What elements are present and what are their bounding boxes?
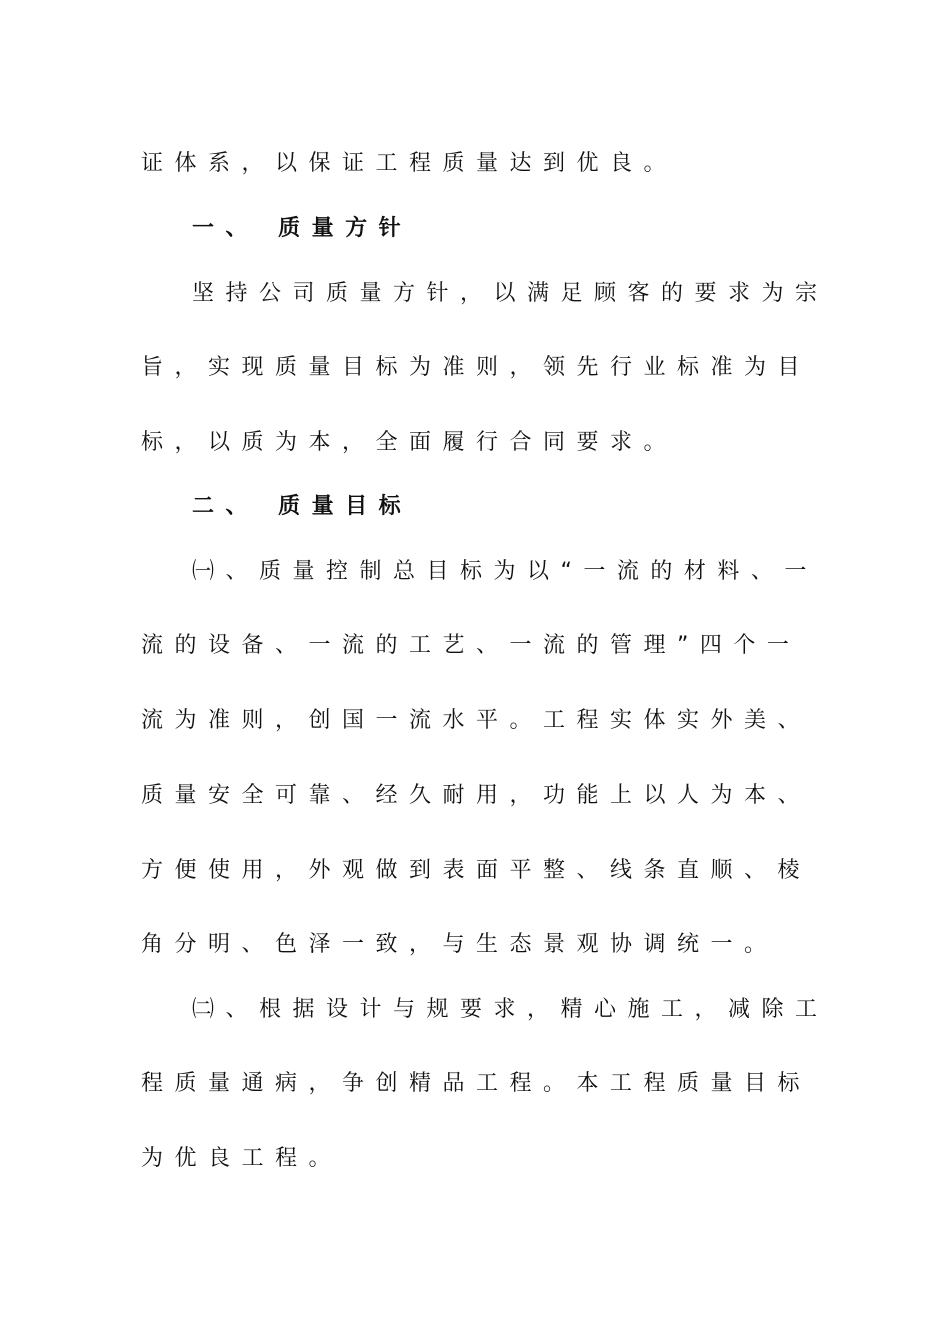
paragraph-line: 坚持公司质量方针，以满足顾客的要求为宗	[192, 281, 829, 306]
paragraph-line: 证体系，以保证工程质量达到优良。	[141, 151, 678, 176]
paragraph-line: 角分明、色泽一致，与生态景观协调统一。	[141, 932, 778, 957]
section-heading-quality-goals: 二、 质量目标	[192, 494, 413, 519]
section-heading-quality-policy: 一、 质量方针	[192, 216, 413, 241]
paragraph-line: 流的设备、一流的工艺、一流的管理”四个一	[141, 633, 801, 658]
paragraph-line: 质量安全可靠、经久耐用，功能上以人为本、	[141, 783, 812, 808]
paragraph-line: 标，以质为本，全面履行合同要求。	[141, 430, 678, 455]
paragraph-line: 流为准则，创国一流水平。工程实体实外美、	[141, 708, 812, 733]
paragraph-line: 程质量通病，争创精品工程。本工程质量目标	[141, 1071, 812, 1096]
paragraph-line: ㈠、质量控制总目标为以“一流的材料、一	[192, 559, 818, 584]
paragraph-line: ㈡、根据设计与规要求，精心施工，减除工	[192, 997, 829, 1022]
paragraph-line: 为优良工程。	[141, 1146, 343, 1171]
paragraph-line: 方便使用，外观做到表面平整、线条直顺、棱	[141, 858, 812, 883]
paragraph-line: 旨，实现质量目标为准则，领先行业标准为目	[141, 355, 812, 380]
